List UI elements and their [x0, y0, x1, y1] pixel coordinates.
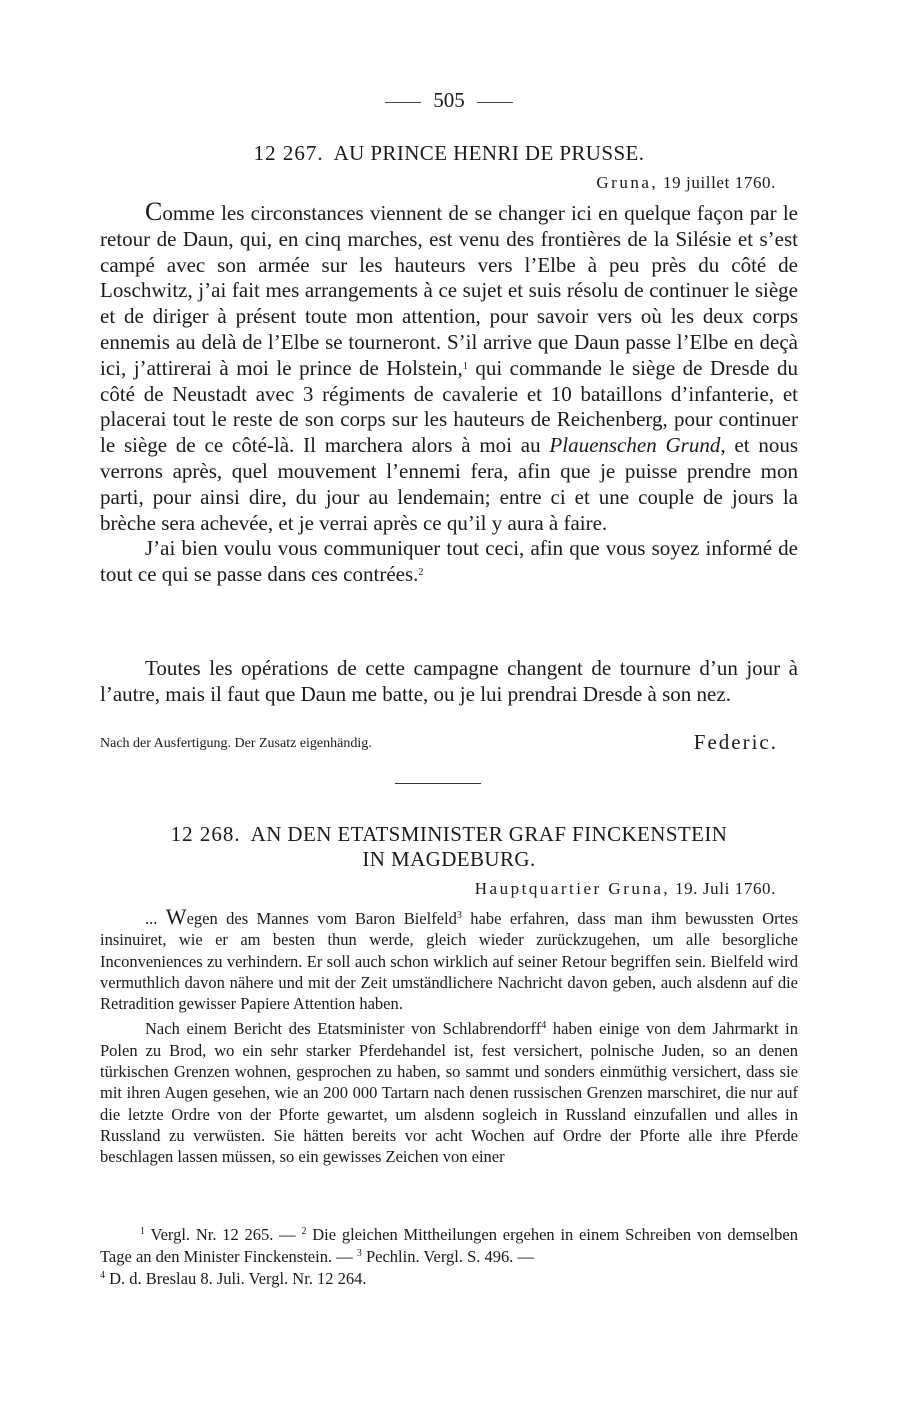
footnote-ref-3[interactable]: 3: [456, 910, 462, 921]
footnotes-text: [100, 1224, 798, 1290]
section-divider: [395, 783, 481, 784]
letter1-postscript: [100, 656, 798, 708]
letter2-title-line2: IN MAGDEBURG.: [362, 847, 536, 871]
letter2-title-line1: AN DEN ETATSMINISTER GRAF FINCKENSTEIN: [250, 822, 728, 846]
letter1-p1-part-c: , et nous verrons après, quel mouvement l’ennemi fera, afin que je puisse prendre mon parti, pour ainsi dire, du jour au lendemain; entre ci et une couple de jours la brèche sera achevée, et je verrai après ce qu’il y aura à faire.: [100, 433, 799, 535]
letter2-ellipsis: ...: [145, 909, 166, 928]
letter1-paragraph-3: Toutes les opérations de cette campagne changent de tournure d’un jour à l’autre, mais il faut que Daun me batte, ou je lui prendrai Dresde à son nez.: [100, 656, 798, 706]
letter1-paragraph-2: [100, 536, 798, 588]
letter2-place-date: [100, 879, 776, 899]
footnotes: [100, 1224, 798, 1290]
letter2-p2-part-b: haben einige von dem Jahrmarkt in Polen zu Brod, wo ein sehr starker Pferdehandel ist, fest versichert, polnische Juden, so an denen türkischen Grenzen wohnen, gesprochen zu haben, so sammt und sonders einmüthig versichert, dass sie mit ihren Augen gesehen, wie an 200 000 Tartarn nach denen russischen Grenzen marschiret, die nur auf die letzte Ordre von der Pforte gewartet, um alsdenn sogleich in Russland einzufallen und alles in Russland zu verwüsten. Sie hätten bereits vor acht Wochen auf Ordre der Pforte alle ihre Pferde beschlagen lassen müssen, so ein gewisses Zeichen von einer: [100, 1019, 799, 1167]
footnote-ref-1[interactable]: 1: [462, 360, 468, 372]
letter2-number: 12 268.: [170, 822, 241, 846]
letter1-place-date: [100, 173, 776, 193]
footnote-1-text: Vergl. Nr. 12 265. —: [145, 1225, 302, 1244]
letter2-heading: [100, 822, 798, 872]
letter1-dropcap: C: [145, 197, 163, 226]
letter1-date: 19 juillet 1760.: [662, 173, 776, 192]
letter1-p1-part-a: omme les circonstances viennent de se changer ici en quelque façon par le retour de Daun, qui, en cinq marches, est venu des frontières de la Silésie et s’est campé avec son armée sur les hauteurs vers l’Elbe à peu près du côté de Loschwitz, j’ai fait mes arrangements à ce sujet et suis résolu de continuer le siège et de diriger à présent toute mon attention, pour savoir vers où les deux corps ennemis au delà de l’Elbe se tourneront. S’il arrive que Daun passe l’Elbe en deçà ici, j’attirerai à moi le prince de Holstein,: [100, 201, 798, 380]
letter2-p1-part-b: habe erfahren, dass man ihm bewussten Ortes insinuiret, wie er am besten thun werde, gleich wieder zurückzugehen, um alle besorgliche Inconveniences zu verhindern. Er soll auch schon wirklich auf seiner Retour begriffen sein. Bielfeld wird vermuthlich davon nähere und mit der Zeit umständlichere Nachricht davon geben, auch alsdenn auf die Retradition gewisser Papiere Attention haben.: [100, 909, 798, 1014]
letter1-number: 12 267.: [253, 141, 324, 165]
page-number: [100, 88, 798, 113]
letter1-body: [100, 199, 798, 588]
letter1-source-note: [100, 730, 798, 754]
footnote-2-text: Die gleichen Mittheilungen ergehen in einem Schreiben von demselben Tage an den Minister Finckenstein. —: [100, 1225, 798, 1266]
letter1-p1-italic: Plauenschen Grund: [549, 433, 721, 458]
page-number-dash-right: [477, 102, 513, 103]
footnote-ref-2[interactable]: 2: [418, 567, 424, 579]
letter2-dropcap: W: [165, 904, 187, 929]
letter1-p2-text: J’ai bien voulu vous communiquer tout ceci, afin que vous soyez informé de tout ce qui se passe dans ces contrées.: [100, 536, 798, 587]
letter2-place: Hauptquartier Gruna,: [474, 879, 671, 898]
footnote-3-text: Pechlin. Vergl. S. 496. —: [361, 1247, 535, 1266]
letter1-p1-part-b: qui commande le siège de Dresde du côté de Neustadt avec 3 régiments de cavalerie et 10 bataillons d’infanterie, et placerai tout le reste de son corps sur les hauteurs de Reichenberg, pour continuer le siège de ce côté-là. Il marchera alors à moi au: [100, 355, 798, 458]
letter2-paragraph-2: [100, 1018, 798, 1167]
page-number-text: 505: [433, 88, 465, 112]
letter2-p1-part-a: egen des Mannes vom Baron Bielfeld: [186, 909, 457, 928]
letter2-p2-part-a: Nach einem Bericht des Etatsminister von Schlabrendorff: [145, 1019, 542, 1039]
letter2-date: 19. Juli 1760.: [675, 879, 776, 898]
letter1-paragraph-1: [100, 199, 798, 536]
footnote-marker-1: 1: [140, 1226, 145, 1237]
source-note-text: Nach der Ausfertigung. Der Zusatz eigenhändig.: [100, 736, 372, 751]
signature: Federic.: [693, 730, 778, 754]
footnote-marker-2: 2: [301, 1226, 307, 1237]
page-number-dash-left: [385, 102, 421, 103]
letter2-body: [100, 906, 798, 1168]
letter1-place: Gruna,: [596, 173, 659, 192]
footnote-marker-3: 3: [356, 1248, 362, 1259]
letter1-title: AU PRINCE HENRI DE PRUSSE.: [333, 141, 645, 165]
letter2-paragraph-1: [100, 906, 798, 1014]
footnote-marker-4: 4: [100, 1270, 105, 1281]
footnote-4-text: D. d. Breslau 8. Juli. Vergl. Nr. 12 264.: [105, 1269, 367, 1288]
footnote-ref-4[interactable]: 4: [541, 1020, 547, 1032]
letter1-heading: [100, 141, 798, 166]
letter2-heading-line1: [100, 822, 798, 847]
